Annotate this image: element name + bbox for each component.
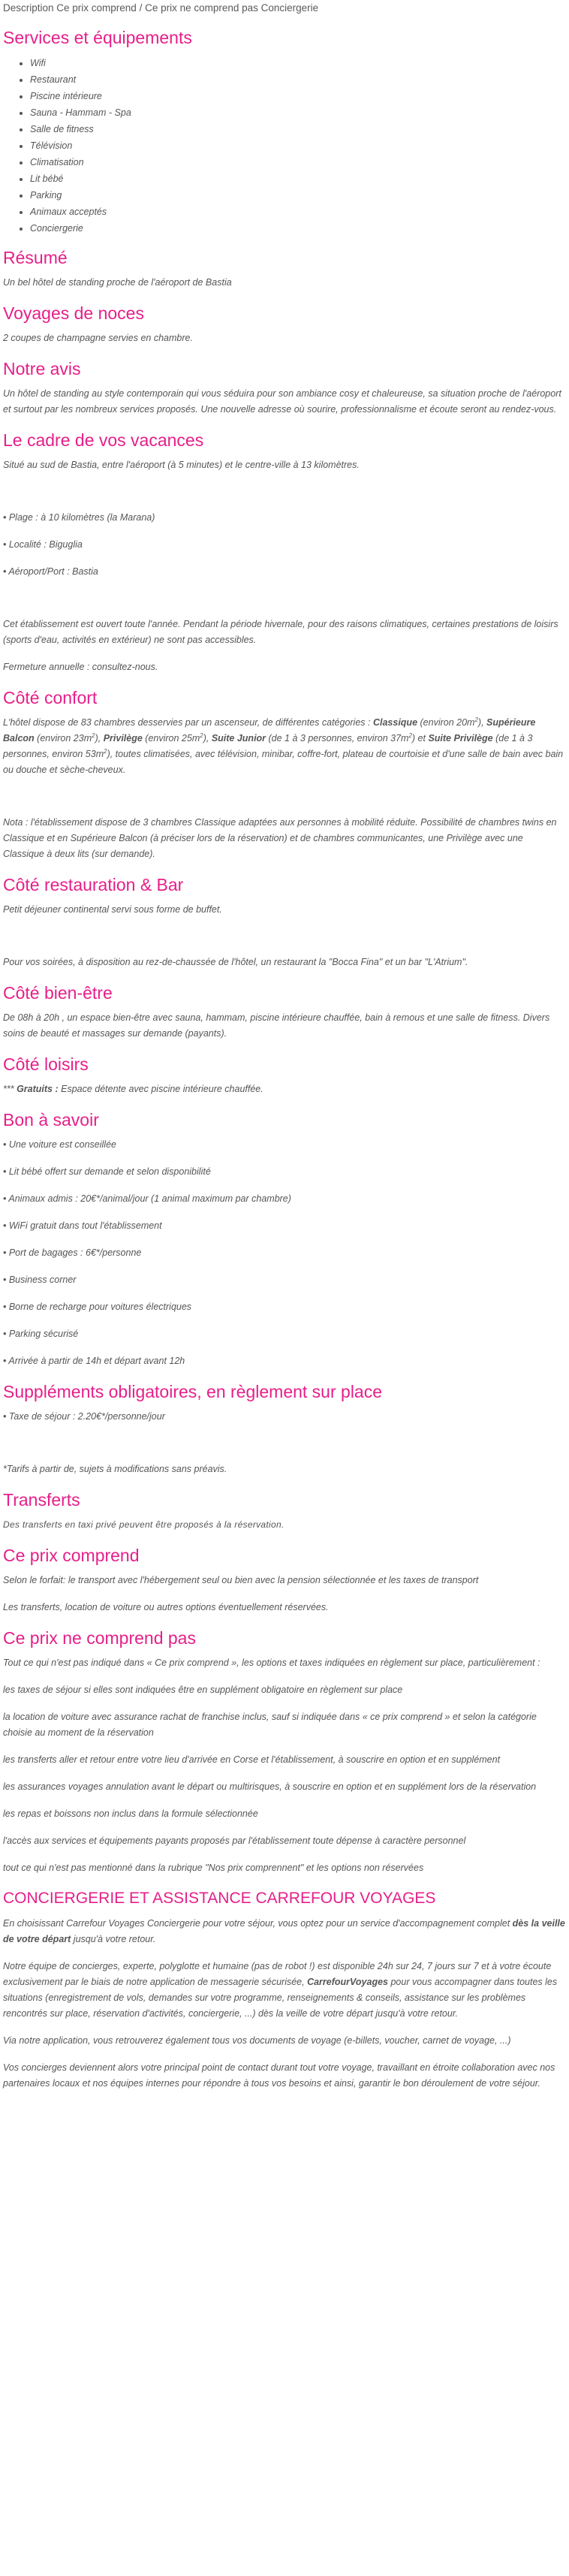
- cadre-closing: Fermeture annuelle : consultez-nous.: [3, 662, 158, 672]
- savoir-item: • Port de bagages : 6€*/personne: [3, 1247, 142, 1258]
- cadre-bullet: • Aéroport/Port : Bastia: [3, 566, 98, 577]
- restauration-title: Côté restauration & Bar: [3, 875, 184, 894]
- comprend-title: Ce prix comprend: [3, 1546, 140, 1565]
- list-item: • Animaux acceptés: [30, 204, 566, 220]
- savoir-item: • Animaux admis : 20€*/animal/jour (1 animal maximum par chambre): [3, 1193, 291, 1204]
- savoir-item: • Business corner: [3, 1274, 77, 1285]
- bienetre-text: De 08h à 20h , un espace bien-être avec sauna, hammam, piscine intérieure chauffée, bain à remous et une salle de fitness. Divers soins de beauté et massages sur demande (payants).: [3, 1012, 550, 1039]
- cadre-bullet: • Localité : Biguglia: [3, 539, 83, 550]
- transferts-text: Des transferts en taxi privé peuvent être proposés à la réservation.: [3, 1519, 284, 1530]
- restauration-text: Petit déjeuner continental servi sous forme de buffet.: [3, 904, 222, 915]
- list-item: • Télévision: [30, 137, 566, 154]
- loisirs-title: Côté loisirs: [3, 1054, 89, 1074]
- list-item: • Wifi: [30, 55, 566, 71]
- necomprend-item: les taxes de séjour si elles sont indiquées être en supplément obligatoire en règlement sur place: [3, 1685, 403, 1695]
- comprend-p2: Les transferts, location de voiture ou autres options éventuellement réservées.: [3, 1602, 329, 1612]
- cadre-text: Situé au sud de Bastia, entre l'aéroport (à 5 minutes) et le centre-ville à 13 kilomètres.: [3, 460, 360, 470]
- necomprend-item: la location de voiture avec assurance rachat de franchise inclus, sauf si indiquée dans « ce prix comprend » et selon la catégorie choisie au moment de la réservation: [3, 1712, 537, 1738]
- savoir-item: • Lit bébé offert sur demande et selon disponibilité: [3, 1166, 211, 1177]
- avis-text: Un hôtel de standing au style contemporain qui vous séduira pour son ambiance cosy et chaleureuse, sa situation proche de l'aéroport et surtout par les nombreux services proposés. Une nouvelle adresse où sourire, professionnalisme et écoute seront au rendez-vous.: [3, 388, 561, 415]
- necomprend-item: Tout ce qui n'est pas indiqué dans « Ce prix comprend », les options et taxes indiquées en règlement sur place, particulièrement :: [3, 1658, 540, 1668]
- list-item: • Salle de fitness: [30, 121, 566, 137]
- breadcrumb: Description Ce prix comprend / Ce prix ne comprend pas Conciergerie: [3, 2, 319, 14]
- list-item: • Climatisation: [30, 154, 566, 170]
- savoir-item: • Borne de recharge pour voitures électriques: [3, 1302, 192, 1312]
- list-item: • Restaurant: [30, 71, 566, 88]
- resume-title: Résumé: [3, 248, 68, 267]
- comprend-p1: Selon le forfait: le transport avec l'hébergement seul ou bien avec la pension sélectionnée et les taxes de transport: [3, 1575, 479, 1585]
- savoir-item: • Arrivée à partir de 14h et départ avant 12h: [3, 1356, 185, 1366]
- savoir-item: • Parking sécurisé: [3, 1329, 79, 1339]
- savoir-item: • WiFi gratuit dans tout l'établissement: [3, 1220, 162, 1231]
- conciergerie-p4: Vos concierges deviennent alors votre principal point de contact durant tout votre voyage, travaillant en étroite collaboration avec nos partenaires locaux et nos équipes internes pour répondre à tous vos besoins et ainsi, garantir le bon déroulement de votre séjour.: [3, 2062, 555, 2089]
- necomprend-item: les transferts aller et retour entre votre lieu d'arrivée en Corse et l'établissement, à souscrire en option et en supplément: [3, 1754, 501, 1765]
- confort-note: Nota : l'établissement dispose de 3 chambres Classique adaptées aux personnes à mobilité réduite. Possibilité de chambres twins en Classique et en Supérieure Balcon (à préciser lors de la réservation) et de chambres communicantes, une Privilège avec une Classique à deux lits (sur demande).: [3, 817, 557, 859]
- necomprend-item: les assurances voyages annulation avant le départ ou multirisques, à souscrire en option et en supplément lors de la réservation: [3, 1781, 537, 1792]
- resume-text: Un bel hôtel de standing proche de l'aéroport de Bastia: [3, 277, 232, 288]
- transferts-title: Transferts: [3, 1490, 80, 1510]
- loisirs-text: *** Gratuits : Espace détente avec piscine intérieure chauffée.: [3, 1084, 263, 1094]
- necomprend-title: Ce prix ne comprend pas: [3, 1628, 196, 1648]
- restauration-text2: Pour vos soirées, à disposition au rez-de-chaussée de l'hôtel, un restaurant la "Bocca Fina" et un bar "L'Atrium".: [3, 957, 468, 967]
- list-item: • Piscine intérieure: [30, 88, 566, 104]
- bienetre-title: Côté bien-être: [3, 983, 113, 1003]
- services-list: [3, 55, 566, 237]
- supplements-text: • Taxe de séjour : 2.20€*/personne/jour: [3, 1411, 165, 1422]
- conciergerie-p2: Notre équipe de concierges, experte, polyglotte et humaine (pas de robot !) est disponible 24h sur 24, 7 jours sur 7 et à votre écoute exclusivement par le biais de notre application de messagerie sécurisée, CarrefourVoyages pour vous accompagner dans toutes les situations (enregistrement de vols, demandes sur votre programme, renseignements & conseils, assistance sur les problèmes rencontrés sur place, réservation d'activités, conciergerie, ...) dès la veille de votre départ jusqu'à votre retour.: [3, 1961, 558, 2019]
- list-item: • Parking: [30, 187, 566, 204]
- list-item: • Lit bébé: [30, 170, 566, 187]
- noces-text: 2 coupes de champagne servies en chambre.: [3, 333, 193, 343]
- noces-title: Voyages de noces: [3, 303, 144, 323]
- conciergerie-p3: Via notre application, vous retrouverez également tous vos documents de voyage (e-billets, voucher, carnet de voyage, ...): [3, 2035, 511, 2046]
- cadre-title: Le cadre de vos vacances: [3, 430, 204, 450]
- services-title: Services et équipements: [3, 28, 192, 47]
- confort-text: L'hôtel dispose de 83 chambres desservies par un ascenseur, de différentes catégories : Classique (environ $20m^2$), Supérieure Balcon (environ $23m^2$), Privilège (environ $25m^2$), Suite Junior (de 1 à 3 personnes, environ $37m^2$) et Suite Privilège (de 1 à 3 personnes, environ $53m^2$), toutes climatisées, avec télévision, minibar, coffre-fort, plateau de courtoisie et d'une salle de bain avec bain ou douche et sèche-cheveux.: [3, 716, 564, 775]
- savoir-item: • Une voiture est conseillée: [3, 1139, 116, 1150]
- necomprend-item: tout ce qui n'est pas mentionné dans la rubrique "Nos prix comprennent" et les options non réservées: [3, 1863, 424, 1873]
- list-item: • Sauna - Hammam - Spa: [30, 104, 566, 121]
- conciergerie-p1: En choisissant Carrefour Voyages Conciergerie pour votre séjour, vous optez pour un service d'accompagnement complet dès la veille de votre départ jusqu'à votre retour.: [3, 1918, 565, 1944]
- list-item: • Conciergerie: [30, 220, 566, 237]
- necomprend-item: les repas et boissons non inclus dans la formule sélectionnée: [3, 1808, 258, 1819]
- savoir-title: Bon à savoir: [3, 1110, 99, 1130]
- supplements-note: *Tarifs à partir de, sujets à modifications sans préavis.: [3, 1464, 227, 1474]
- supplements-title: Suppléments obligatoires, en règlement sur place: [3, 1382, 383, 1401]
- cadre-open: Cet établissement est ouvert toute l'année. Pendant la période hivernale, pour des raisons climatiques, certaines prestations de loisirs (sports d'eau, activités en extérieur) ne sont pas accessibles.: [3, 619, 558, 645]
- confort-title: Côté confort: [3, 688, 98, 707]
- cadre-bullet: • Plage : à 10 kilomètres (la Marana): [3, 512, 155, 523]
- conciergerie-title: CONCIERGERIE ET ASSISTANCE CARREFOUR VOYAGES: [3, 1890, 436, 1907]
- necomprend-item: l'accès aux services et équipements payants proposés par l'établissement toute dépense à caractère personnel: [3, 1835, 466, 1846]
- avis-title: Notre avis: [3, 359, 81, 379]
